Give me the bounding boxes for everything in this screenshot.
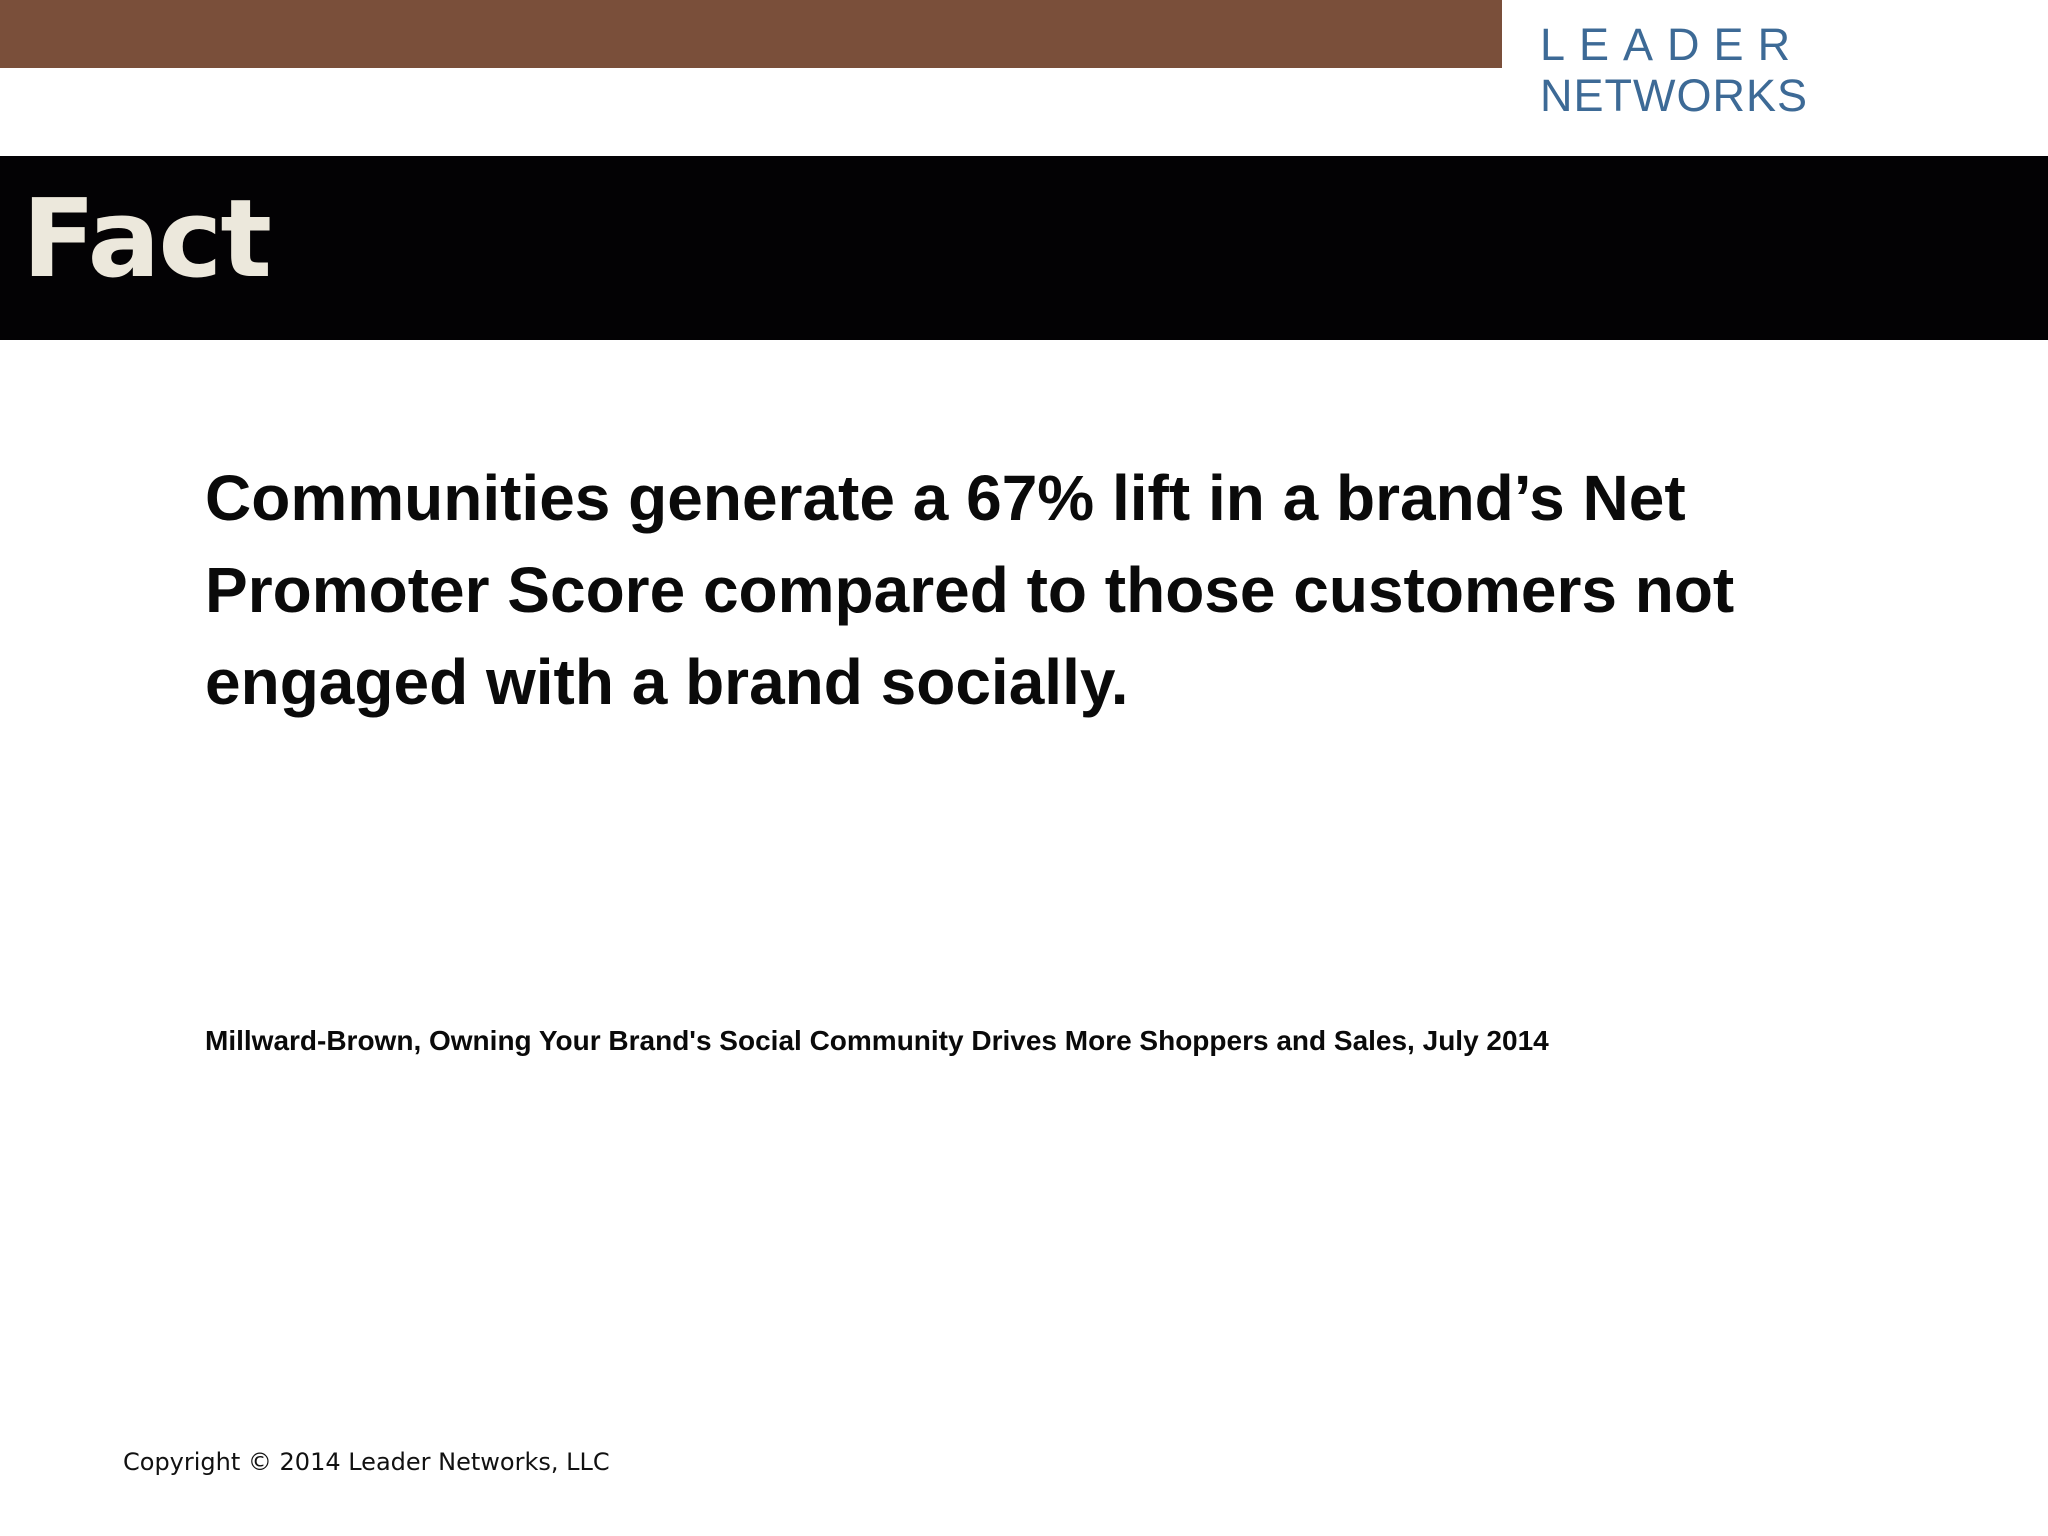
slide-title: Fact — [22, 177, 270, 302]
leader-networks-logo — [1540, 19, 1809, 121]
top-accent-bar — [0, 0, 1502, 68]
title-band — [0, 156, 2048, 340]
logo-line-networks: NETWORKS — [1540, 70, 1809, 121]
source-citation: Millward-Brown, Owning Your Brand's Social Community Drives More Shoppers and Sales, July 2014 — [205, 1025, 1549, 1056]
copyright-notice: Copyright © 2014 Leader Networks, LLC — [123, 1448, 610, 1476]
main-statement: Communities generate a 67% lift in a brand’s Net Promoter Score compared to those customers not engaged with a brand socially. — [205, 462, 1735, 718]
logo-line-leader: LEADER — [1540, 19, 1805, 70]
